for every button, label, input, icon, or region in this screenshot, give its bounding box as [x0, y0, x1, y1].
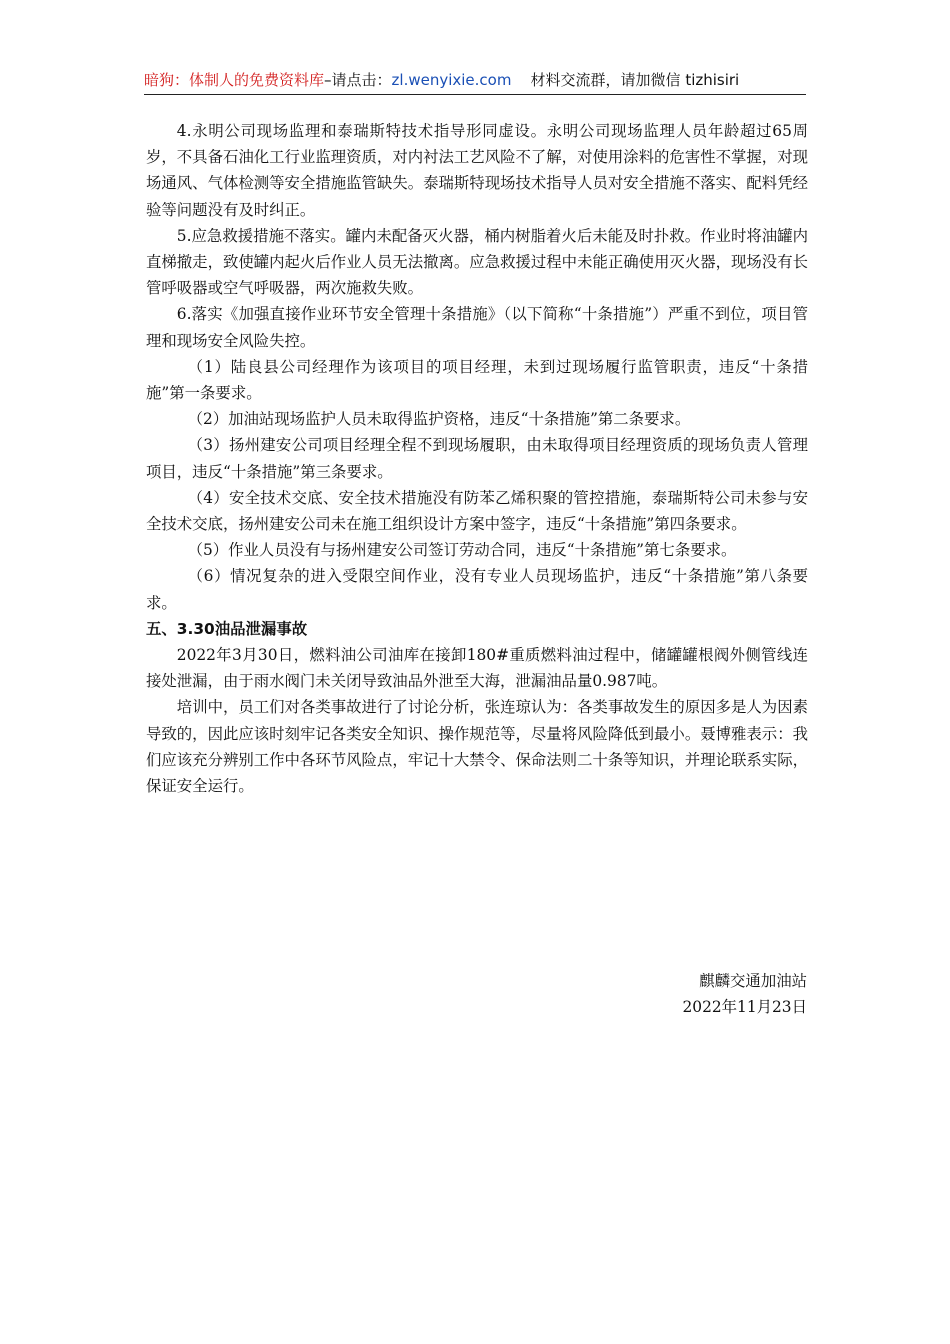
header-url-link[interactable]: zl.wenyixie.com — [391, 71, 512, 89]
list-item-6: （6）情况复杂的进入受限空间作业，没有专业人员现场监护，违反“十条措施”第八条要求。 — [146, 567, 808, 612]
paragraph-5: 5.应急救援措施不落实。罐内未配备灭火器，桶内树脂着火后未能及时扑救。作业时将油罐内直梯撤走，致使罐内起火后作业人员无法撤离。应急救援过程中未能正确使用灭火器，现场没有长管呼吸器或空气呼吸器，两次施救失败。 — [146, 226, 808, 298]
list-item-2: （2）加油站现场监护人员未取得监护资格，违反“十条措施”第二条要求。 — [187, 410, 691, 429]
section-5-paragraph-2: 培训中，员工们对各类事故进行了讨论分析，张连琼认为：各类事故发生的原因多是人为因素导致的，因此应该时刻牢记各类安全知识、操作规范等，尽量将风险降低到最小。聂博雅表示：我们应该充分辨别工作中各环节风险点，牢记十大禁令、保命法则二十条等知识，并理论联系实际，保证安全运行。 — [146, 698, 808, 796]
list-item-4: （4）安全技术交底、安全技术措施没有防苯乙烯积聚的管控措施，泰瑞斯特公司未参与安全技术交底，扬州建安公司未在施工组织设计方案中签字，违反“十条措施”第四条要求。 — [146, 488, 808, 534]
section-5-paragraph-1: 2022年3月30日，燃料油公司油库在接卸180#重质燃料油过程中，储罐罐根阀外侧管线连接处泄漏，由于雨水阀门未关闭导致油品外泄至大海，泄漏油品量0.987吨。 — [146, 646, 808, 691]
list-item-3: （3）扬州建安公司项目经理全程不到现场履职，由未取得项目经理资质的现场负责人管理项目，违反“十条措施”第三条要求。 — [146, 436, 808, 481]
page-header — [144, 68, 806, 95]
paragraph-6: 6.落实《加强直接作业环节安全管理十条措施》（以下简称“十条措施”）严重不到位，项目管理和现场安全风险失控。 — [146, 305, 808, 350]
list-item-5: （5）作业人员没有与扬州建安公司签订劳动合同，违反“十条措施”第七条要求。 — [187, 541, 737, 560]
signature-date: 2022年11月23日 — [682, 998, 807, 1016]
header-site-name: 暗狗：体制人的免费资料库 — [144, 71, 325, 89]
header-click-prompt: –请点击： — [324, 71, 392, 89]
list-item-1: （1）陆良县公司经理作为该项目的项目经理，未到过现场履行监管职责，违反“十条措施”第一条要求。 — [146, 357, 808, 403]
section-5-heading: 五、3.30油品泄漏事故 — [146, 619, 308, 638]
header-wechat-note: 材料交流群，请加微信 tizhisiri — [530, 71, 740, 89]
paragraph-4: 4.永明公司现场监理和泰瑞斯特技术指导形同虚设。永明公司现场监理人员年龄超过65周岁，不具备石油化工行业监理资质，对内衬法工艺风险不了解，对使用涂料的危害性不掌握，对现场通风、气体检测等安全措施监管缺失。泰瑞斯特现场技术指导人员对安全措施不落实、配料凭经验等问题没有及时纠正。 — [146, 122, 808, 219]
signature-org: 麒麟交通加油站 — [699, 972, 807, 990]
document-body — [146, 118, 808, 799]
